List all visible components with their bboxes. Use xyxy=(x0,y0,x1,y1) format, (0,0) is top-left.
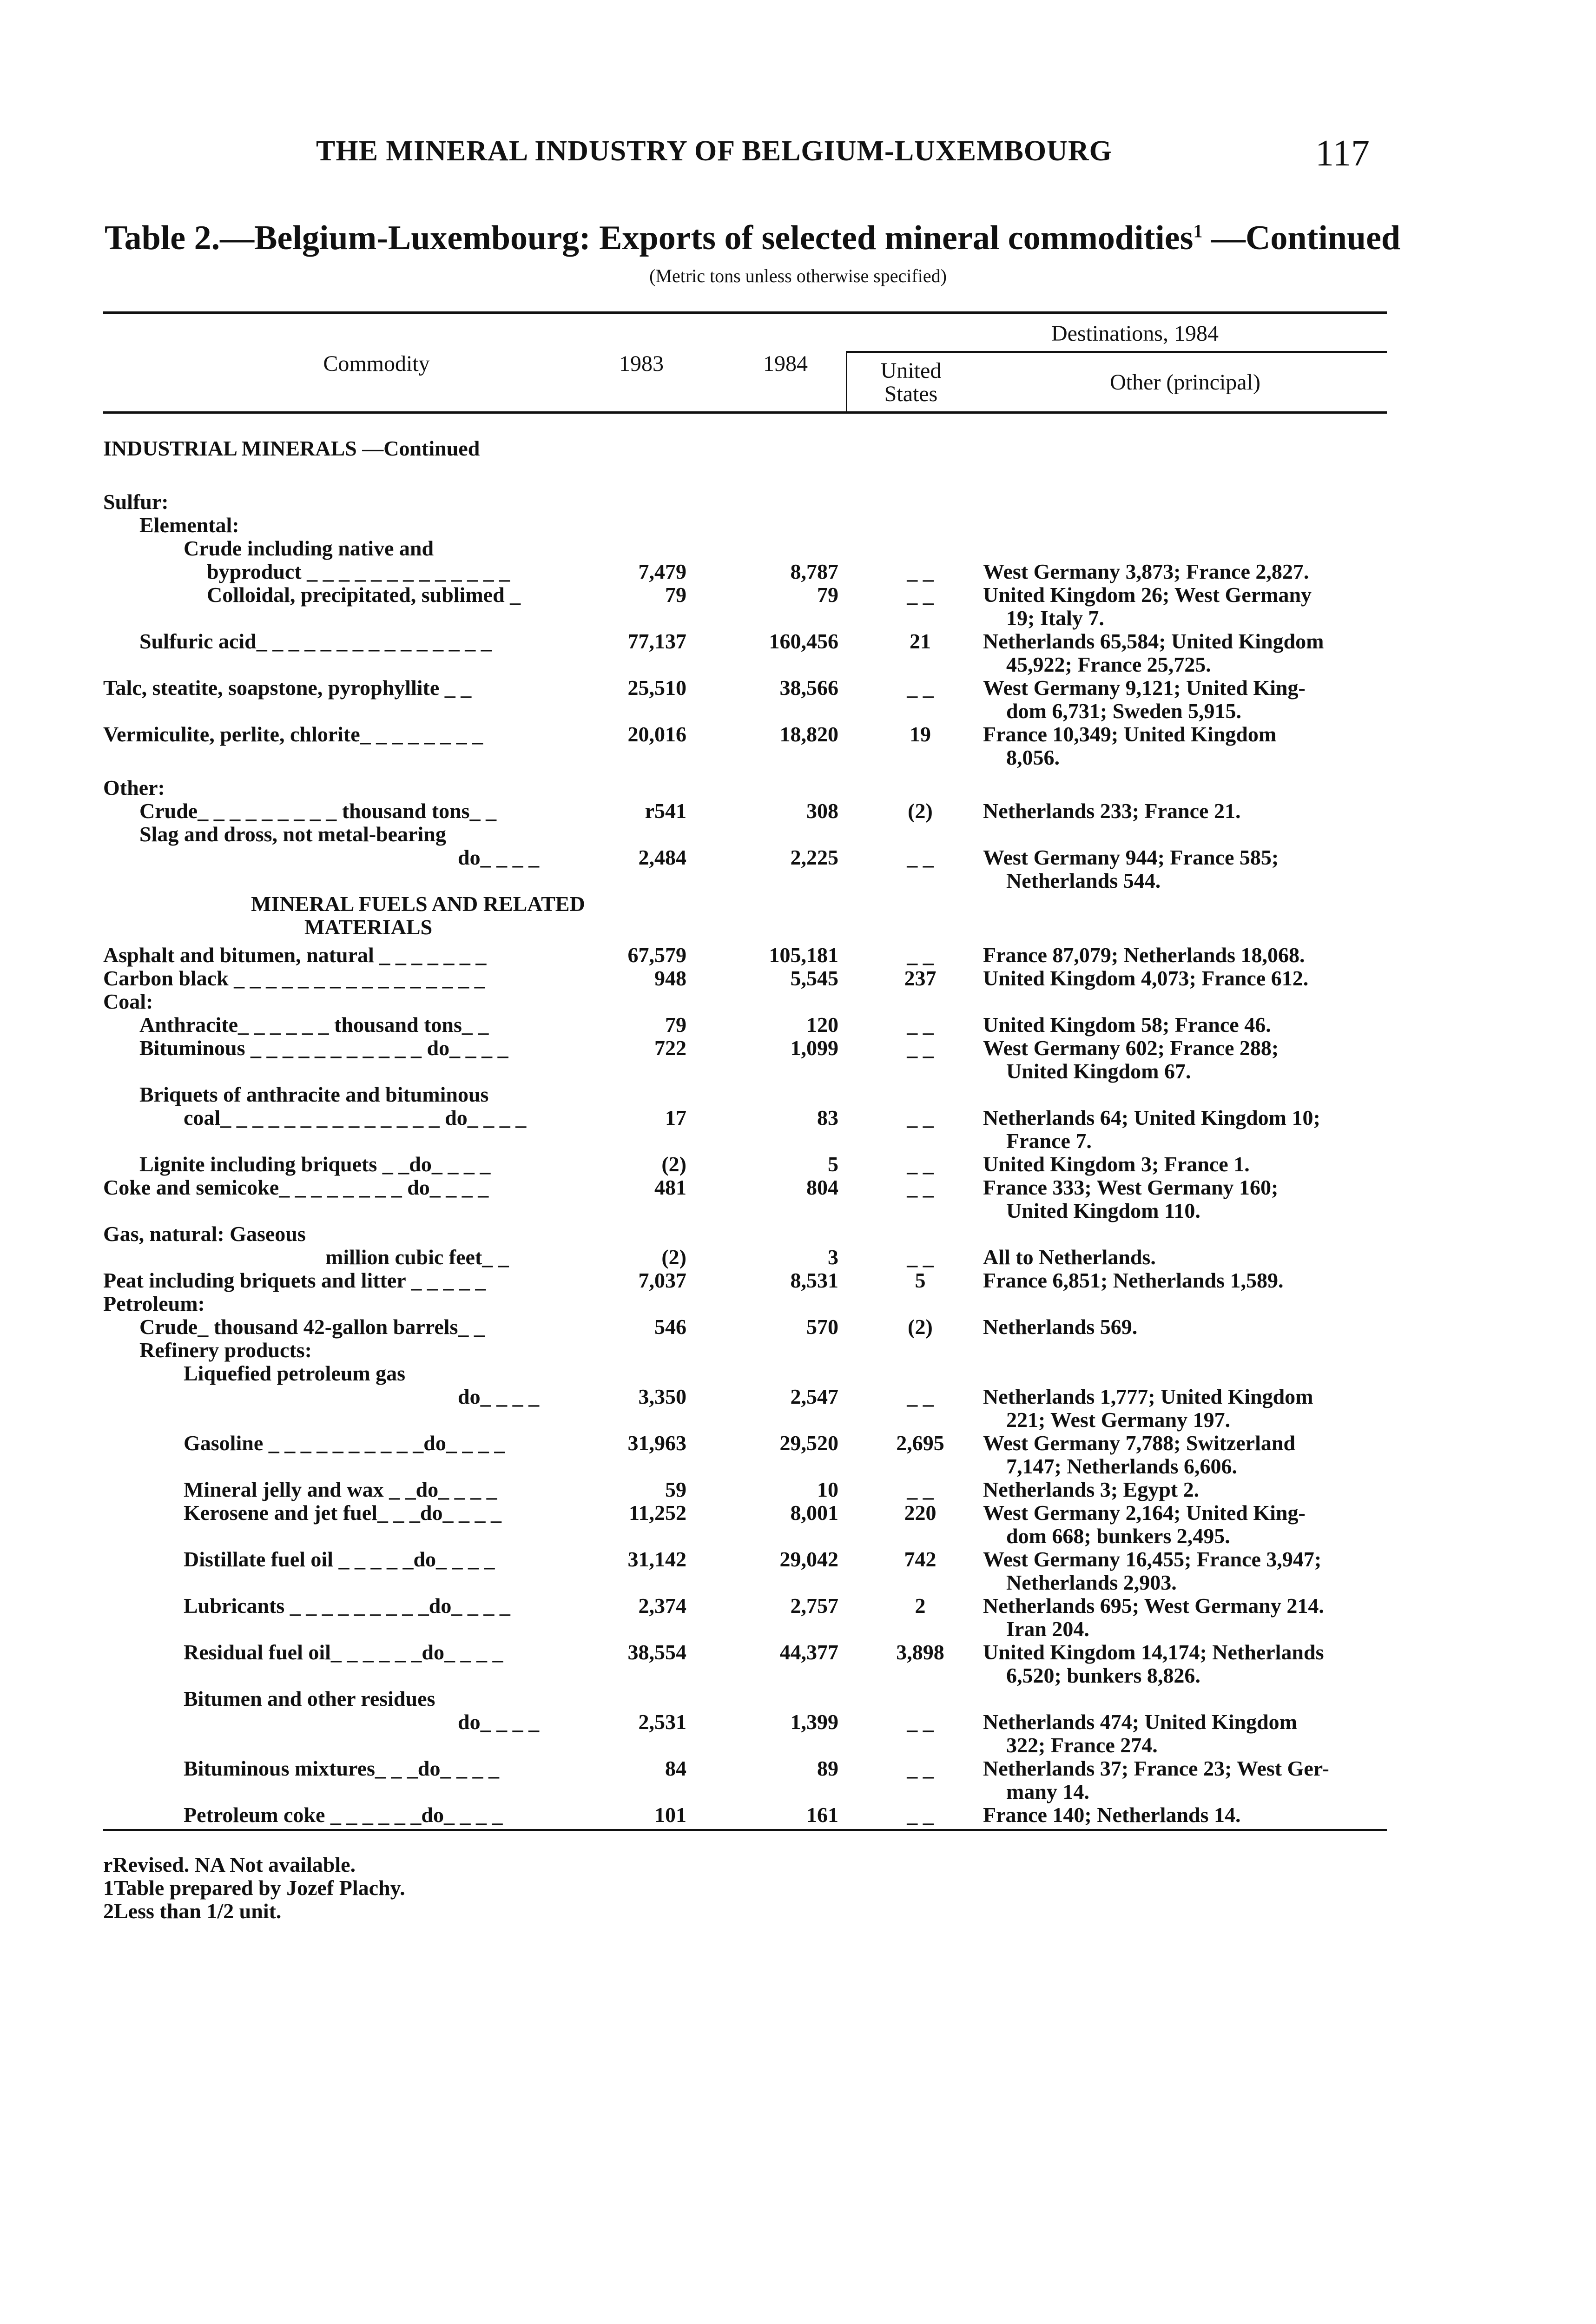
table-row xyxy=(0,560,1596,583)
value-1983-cell: 7,037 xyxy=(638,1268,686,1292)
united-states-cell: (2) xyxy=(908,799,933,823)
footnote: 1Table prepared by Jozef Plachy. xyxy=(103,1876,405,1900)
table-row xyxy=(0,1525,1596,1548)
table-row xyxy=(0,1339,1596,1362)
value-1983-cell: 481 xyxy=(654,1175,686,1199)
value-1984-cell: 10 xyxy=(817,1478,838,1501)
united-states-cell: _ _ xyxy=(907,1803,934,1827)
value-1984-cell: 161 xyxy=(806,1803,838,1827)
table-row xyxy=(0,1408,1596,1432)
united-states-cell: _ _ xyxy=(907,1245,934,1269)
commodity-cell: Gas, natural: Gaseous xyxy=(103,1222,306,1246)
other-destinations-continuation: 8,056. xyxy=(1006,746,1060,769)
value-1984-cell: 1,399 xyxy=(790,1710,838,1734)
other-destinations-cell: France 333; West Germany 160; xyxy=(983,1175,1279,1199)
header-us-line2: States xyxy=(884,382,938,406)
commodity-cell: Other: xyxy=(103,776,165,799)
other-destinations-cell: West Germany 944; France 585; xyxy=(983,845,1279,869)
header-other-principal: Other (principal) xyxy=(1110,370,1260,395)
table-row xyxy=(0,869,1596,892)
value-1984-cell: 120 xyxy=(806,1013,838,1037)
table-row xyxy=(0,1153,1596,1176)
commodity-cell: Lubricants _ _ _ _ _ _ _ _ _do_ _ _ _ xyxy=(184,1594,510,1618)
commodity-cell: Residual fuel oil_ _ _ _ _ _do_ _ _ _ xyxy=(184,1640,503,1664)
other-destinations-cell: United Kingdom 58; France 46. xyxy=(983,1013,1271,1037)
other-destinations-continuation: dom 668; bunkers 2,495. xyxy=(1006,1524,1230,1548)
united-states-cell: _ _ xyxy=(907,1710,934,1734)
header-bottom-rule xyxy=(103,411,1387,414)
united-states-cell: _ _ xyxy=(907,1013,934,1037)
other-destinations-cell: France 10,349; United Kingdom xyxy=(983,722,1277,746)
commodity-cell: Talc, steatite, soapstone, pyrophyllite _ _ xyxy=(103,676,472,700)
united-states-cell: 3,898 xyxy=(896,1640,944,1664)
title-footnote-marker: 1 xyxy=(1193,220,1203,242)
united-states-cell: (2) xyxy=(908,1315,933,1339)
other-destinations-cell: United Kingdom 4,073; France 612. xyxy=(983,966,1309,990)
table-row xyxy=(0,776,1596,799)
other-destinations-cell: France 87,079; Netherlands 18,068. xyxy=(983,943,1305,967)
commodity-cell: do_ _ _ _ xyxy=(458,1385,540,1408)
commodity-cell: INDUSTRIAL MINERALS —Continued xyxy=(103,436,480,460)
table-row xyxy=(0,653,1596,676)
table-row xyxy=(0,1246,1596,1269)
header-us-line1: United xyxy=(880,358,942,383)
table-row xyxy=(0,1757,1596,1780)
table-row xyxy=(0,1455,1596,1478)
other-destinations-cell: Netherlands 3; Egypt 2. xyxy=(983,1478,1200,1501)
table-row xyxy=(0,676,1596,700)
other-destinations-cell: Netherlands 37; France 23; West Ger- xyxy=(983,1756,1329,1780)
table-title xyxy=(105,218,1400,258)
table-row xyxy=(0,490,1596,514)
united-states-cell: 237 xyxy=(904,966,936,990)
commodity-cell: Vermiculite, perlite, chlorite_ _ _ _ _ _ _ _ xyxy=(103,722,483,746)
table-row xyxy=(0,1734,1596,1757)
other-destinations-continuation: 45,922; France 25,725. xyxy=(1006,653,1211,676)
value-1984-cell: 570 xyxy=(806,1315,838,1339)
commodity-cell: Crude_ thousand 42-gallon barrels_ _ xyxy=(139,1315,485,1339)
other-destinations-cell: All to Netherlands. xyxy=(983,1245,1156,1269)
commodity-cell: Sulfur: xyxy=(103,490,169,514)
commodity-cell: Refinery products: xyxy=(139,1338,312,1362)
table-row xyxy=(0,1501,1596,1525)
other-destinations-continuation: 6,520; bunkers 8,826. xyxy=(1006,1664,1200,1687)
value-1983-cell: 11,252 xyxy=(629,1501,686,1525)
other-destinations-cell: West Germany 7,788; Switzerland xyxy=(983,1431,1296,1455)
value-1984-cell: 38,566 xyxy=(779,676,838,700)
table-row xyxy=(0,892,1596,916)
page-number: 117 xyxy=(1315,133,1370,174)
other-destinations-cell: West Germany 602; France 288; xyxy=(983,1036,1279,1060)
commodity-cell: byproduct _ _ _ _ _ _ _ _ _ _ _ _ _ xyxy=(207,560,510,583)
value-1983-cell: (2) xyxy=(661,1245,686,1269)
table-row xyxy=(0,1571,1596,1594)
value-1984-cell: 79 xyxy=(817,583,838,607)
other-destinations-cell: Netherlands 569. xyxy=(983,1315,1138,1339)
header-1983: 1983 xyxy=(619,351,664,376)
commodity-cell: do_ _ _ _ xyxy=(458,1710,540,1734)
value-1983-cell: 84 xyxy=(665,1756,686,1780)
table-row xyxy=(0,1013,1596,1037)
destinations-rule xyxy=(846,351,1387,353)
table-row xyxy=(0,1385,1596,1408)
commodity-cell: Asphalt and bitumen, natural _ _ _ _ _ _ _ xyxy=(103,943,487,967)
other-destinations-cell: United Kingdom 26; West Germany xyxy=(983,583,1312,607)
commodity-cell: Sulfuric acid_ _ _ _ _ _ _ _ _ _ _ _ _ _ _ xyxy=(139,629,492,653)
united-states-cell: _ _ xyxy=(907,845,934,869)
table-row xyxy=(0,1060,1596,1083)
value-1983-cell: 722 xyxy=(654,1036,686,1060)
header-destinations: Destinations, 1984 xyxy=(1051,321,1219,346)
table-row xyxy=(0,1618,1596,1641)
other-destinations-cell: West Germany 9,121; United King- xyxy=(983,676,1306,700)
united-states-cell: _ _ xyxy=(907,1385,934,1408)
commodity-cell: Lignite including briquets _ _do_ _ _ _ xyxy=(139,1152,491,1176)
value-1984-cell: 18,820 xyxy=(779,722,838,746)
other-destinations-cell: Netherlands 474; United Kingdom xyxy=(983,1710,1297,1734)
value-1983-cell: 67,579 xyxy=(627,943,686,967)
table-row xyxy=(0,967,1596,990)
value-1984-cell: 3 xyxy=(828,1245,838,1269)
table-row xyxy=(0,1199,1596,1222)
other-destinations-continuation: 221; West Germany 197. xyxy=(1006,1408,1231,1432)
value-1984-cell: 8,787 xyxy=(790,560,838,583)
commodity-cell: Liquefied petroleum gas xyxy=(184,1361,406,1385)
united-states-cell: _ _ xyxy=(907,1756,934,1780)
table-row xyxy=(0,1269,1596,1292)
commodity-cell: Gasoline _ _ _ _ _ _ _ _ _ _do_ _ _ _ xyxy=(184,1431,505,1455)
table-row xyxy=(0,799,1596,823)
value-1983-cell: 3,350 xyxy=(638,1385,686,1408)
table-row xyxy=(0,1315,1596,1339)
value-1983-cell: 77,137 xyxy=(627,629,686,653)
commodity-cell: Bituminous _ _ _ _ _ _ _ _ _ _ _ do_ _ _ _ xyxy=(139,1036,508,1060)
united-states-cell: 2,695 xyxy=(896,1431,944,1455)
table-row xyxy=(0,990,1596,1013)
table-row xyxy=(0,1432,1596,1455)
value-1984-cell: 89 xyxy=(817,1756,838,1780)
commodity-cell: Briquets of anthracite and bituminous xyxy=(139,1083,489,1106)
commodity-cell: Coke and semicoke_ _ _ _ _ _ _ _ do_ _ _ _ xyxy=(103,1175,489,1199)
header-top-rule xyxy=(103,311,1387,314)
table-row xyxy=(0,1548,1596,1571)
other-destinations-continuation: United Kingdom 67. xyxy=(1006,1059,1191,1083)
value-1983-cell: 17 xyxy=(665,1106,686,1129)
other-destinations-cell: Netherlands 64; United Kingdom 10; xyxy=(983,1106,1320,1129)
value-1984-cell: 105,181 xyxy=(769,943,838,967)
other-destinations-continuation: 19; Italy 7. xyxy=(1006,606,1104,630)
united-states-cell: 19 xyxy=(910,722,931,746)
united-states-cell: 220 xyxy=(904,1501,936,1525)
table-row xyxy=(0,583,1596,607)
value-1983-cell: 101 xyxy=(654,1803,686,1827)
commodity-cell: Petroleum: xyxy=(103,1292,205,1315)
other-destinations-cell: Netherlands 695; West Germany 214. xyxy=(983,1594,1324,1618)
commodity-cell: Bitumen and other residues xyxy=(184,1687,435,1710)
commodity-cell: Crude including native and xyxy=(184,536,434,560)
united-states-cell: 5 xyxy=(915,1268,926,1292)
value-1983-cell: 20,016 xyxy=(627,722,686,746)
table-row xyxy=(0,1083,1596,1106)
table-row xyxy=(0,1106,1596,1129)
united-states-cell: _ _ xyxy=(907,943,934,967)
value-1984-cell: 5,545 xyxy=(790,966,838,990)
footnote: rRevised. NA Not available. xyxy=(103,1853,356,1876)
commodity-cell: Bituminous mixtures_ _ _do_ _ _ _ xyxy=(184,1756,500,1780)
table-row xyxy=(0,944,1596,967)
commodity-cell: Petroleum coke _ _ _ _ _ _do_ _ _ _ xyxy=(184,1803,503,1827)
value-1984-cell: 29,042 xyxy=(779,1547,838,1571)
united-states-cell: _ _ xyxy=(907,583,934,607)
table-row xyxy=(0,1362,1596,1385)
table-row xyxy=(0,1222,1596,1246)
other-destinations-cell: United Kingdom 3; France 1. xyxy=(983,1152,1250,1176)
value-1983-cell: 31,142 xyxy=(627,1547,686,1571)
other-destinations-cell: Netherlands 233; France 21. xyxy=(983,799,1241,823)
table-row xyxy=(0,746,1596,769)
commodity-cell: Elemental: xyxy=(139,513,239,537)
running-head: THE MINERAL INDUSTRY OF BELGIUM-LUXEMBOURG xyxy=(316,135,1112,167)
value-1983-cell: 948 xyxy=(654,966,686,990)
table-row xyxy=(0,1780,1596,1803)
value-1983-cell: 25,510 xyxy=(627,676,686,700)
header-commodity: Commodity xyxy=(323,351,430,376)
commodity-cell: do_ _ _ _ xyxy=(458,845,540,869)
table-row xyxy=(0,916,1596,939)
table-row xyxy=(0,437,1596,460)
value-1983-cell: 2,374 xyxy=(638,1594,686,1618)
united-states-cell: _ _ xyxy=(907,1478,934,1501)
value-1984-cell: 804 xyxy=(806,1175,838,1199)
table-row xyxy=(0,1129,1596,1153)
table-row xyxy=(0,1803,1596,1827)
table-subtitle: (Metric tons unless otherwise specified) xyxy=(649,265,947,286)
commodity-cell: Mineral jelly and wax _ _do_ _ _ _ xyxy=(184,1478,497,1501)
table-row xyxy=(0,823,1596,846)
commodity-cell: Coal: xyxy=(103,990,153,1013)
other-destinations-cell: West Germany 16,455; France 3,947; xyxy=(983,1547,1322,1571)
commodity-cell: coal_ _ _ _ _ _ _ _ _ _ _ _ _ _ do_ _ _ _ xyxy=(184,1106,527,1129)
united-states-cell: _ _ xyxy=(907,1175,934,1199)
united-states-cell: 742 xyxy=(904,1547,936,1571)
commodity-cell: Kerosene and jet fuel_ _ _do_ _ _ _ xyxy=(184,1501,502,1525)
value-1983-cell: (2) xyxy=(661,1152,686,1176)
table-title-suffix: —Continued xyxy=(1202,219,1401,257)
header-1984: 1984 xyxy=(763,351,808,376)
commodity-cell: Anthracite_ _ _ _ _ _ thousand tons_ _ xyxy=(139,1013,489,1037)
commodity-cell: Crude_ _ _ _ _ _ _ _ _ thousand tons_ _ xyxy=(139,799,497,823)
other-destinations-continuation: 7,147; Netherlands 6,606. xyxy=(1006,1454,1238,1478)
commodity-cell: Colloidal, precipitated, sublimed _ xyxy=(207,583,521,607)
table-row xyxy=(0,1710,1596,1734)
united-states-cell: _ _ xyxy=(907,1106,934,1129)
value-1984-cell: 83 xyxy=(817,1106,838,1129)
commodity-cell: Distillate fuel oil _ _ _ _ _do_ _ _ _ xyxy=(184,1547,495,1571)
value-1984-cell: 308 xyxy=(806,799,838,823)
table-row xyxy=(0,1641,1596,1664)
table-row xyxy=(0,630,1596,653)
table-row xyxy=(0,607,1596,630)
table-bottom-rule xyxy=(103,1829,1387,1831)
commodity-cell: Peat including briquets and litter _ _ _ _ _ xyxy=(103,1268,486,1292)
united-states-cell: _ _ xyxy=(907,560,934,583)
footnote: 2Less than 1/2 unit. xyxy=(103,1899,282,1923)
value-1984-cell: 1,099 xyxy=(790,1036,838,1060)
value-1983-cell: 79 xyxy=(665,583,686,607)
commodity-cell: Slag and dross, not metal-bearing xyxy=(139,822,446,846)
united-states-cell: 2 xyxy=(915,1594,926,1618)
other-destinations-cell: France 140; Netherlands 14. xyxy=(983,1803,1241,1827)
table-row xyxy=(0,1664,1596,1687)
other-destinations-cell: Netherlands 65,584; United Kingdom xyxy=(983,629,1324,653)
other-destinations-continuation: United Kingdom 110. xyxy=(1006,1199,1200,1222)
value-1983-cell: 31,963 xyxy=(627,1431,686,1455)
united-states-cell: _ _ xyxy=(907,1152,934,1176)
value-1983-cell: 38,554 xyxy=(627,1640,686,1664)
commodity-cell: MATERIALS xyxy=(304,915,433,939)
table-title-text: Table 2.—Belgium-Luxembourg: Exports of selected mineral commodities xyxy=(105,219,1194,257)
value-1984-cell: 29,520 xyxy=(779,1431,838,1455)
table-row xyxy=(0,846,1596,869)
other-destinations-cell: France 6,851; Netherlands 1,589. xyxy=(983,1268,1284,1292)
value-1983-cell: 59 xyxy=(665,1478,686,1501)
value-1983-cell: 7,479 xyxy=(638,560,686,583)
value-1983-cell: r541 xyxy=(645,799,686,823)
value-1984-cell: 8,001 xyxy=(790,1501,838,1525)
value-1983-cell: 2,531 xyxy=(638,1710,686,1734)
other-destinations-continuation: dom 6,731; Sweden 5,915. xyxy=(1006,699,1242,723)
other-destinations-continuation: many 14. xyxy=(1006,1780,1089,1803)
value-1984-cell: 8,531 xyxy=(790,1268,838,1292)
destinations-divider xyxy=(846,352,847,413)
other-destinations-continuation: 322; France 274. xyxy=(1006,1733,1158,1757)
value-1983-cell: 2,484 xyxy=(638,845,686,869)
table-row xyxy=(0,1037,1596,1060)
other-destinations-continuation: Iran 204. xyxy=(1006,1617,1089,1641)
table-row xyxy=(0,1176,1596,1199)
other-destinations-continuation: Netherlands 544. xyxy=(1006,869,1161,892)
other-destinations-cell: West Germany 2,164; United King- xyxy=(983,1501,1306,1525)
value-1984-cell: 2,757 xyxy=(790,1594,838,1618)
value-1983-cell: 546 xyxy=(654,1315,686,1339)
other-destinations-cell: Netherlands 1,777; United Kingdom xyxy=(983,1385,1313,1408)
united-states-cell: _ _ xyxy=(907,676,934,700)
value-1984-cell: 44,377 xyxy=(779,1640,838,1664)
table-row xyxy=(0,700,1596,723)
other-destinations-cell: United Kingdom 14,174; Netherlands xyxy=(983,1640,1324,1664)
table-row xyxy=(0,723,1596,746)
table-row xyxy=(0,1687,1596,1710)
united-states-cell: _ _ xyxy=(907,1036,934,1060)
united-states-cell: 21 xyxy=(910,629,931,653)
table-row xyxy=(0,537,1596,560)
value-1984-cell: 2,225 xyxy=(790,845,838,869)
table-row xyxy=(0,1478,1596,1501)
value-1984-cell: 160,456 xyxy=(769,629,838,653)
other-destinations-continuation: France 7. xyxy=(1006,1129,1092,1153)
table-row xyxy=(0,1292,1596,1315)
table-row xyxy=(0,514,1596,537)
table-row xyxy=(0,1594,1596,1618)
commodity-cell: MINERAL FUELS AND RELATED xyxy=(251,892,585,916)
commodity-cell: Carbon black _ _ _ _ _ _ _ _ _ _ _ _ _ _ _ _ xyxy=(103,966,485,990)
commodity-cell: million cubic feet_ _ xyxy=(325,1245,509,1269)
other-destinations-cell: West Germany 3,873; France 2,827. xyxy=(983,560,1309,583)
value-1983-cell: 79 xyxy=(665,1013,686,1037)
other-destinations-continuation: Netherlands 2,903. xyxy=(1006,1571,1177,1594)
value-1984-cell: 2,547 xyxy=(790,1385,838,1408)
value-1984-cell: 5 xyxy=(828,1152,838,1176)
